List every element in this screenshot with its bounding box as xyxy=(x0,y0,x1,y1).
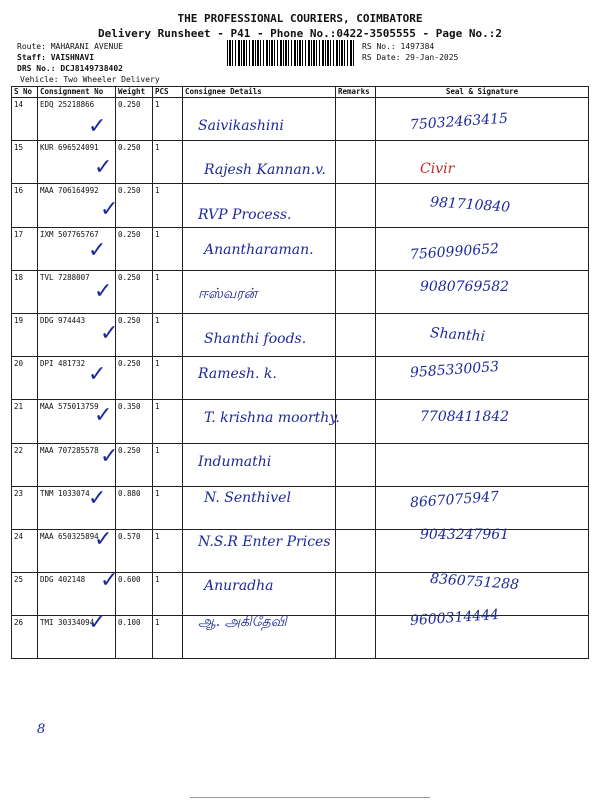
cell-sno: 25 xyxy=(12,573,38,616)
table-header-row xyxy=(12,87,589,98)
cell-pcs: 1 xyxy=(153,616,183,659)
route-label: Route: MAHARANI AVENUE xyxy=(17,42,123,51)
checkmark-icon: ✓ xyxy=(88,361,107,387)
checkmark-icon: ✓ xyxy=(88,609,107,635)
checkmark-icon: ✓ xyxy=(88,485,107,511)
consignee-handwriting: ஆ. அகிதேவி xyxy=(198,613,287,630)
cell-cno: DDG 974443 xyxy=(38,313,116,356)
cell-cno: MAA 650325894 xyxy=(38,529,116,572)
barcode xyxy=(227,40,355,66)
checkmark-icon: ✓ xyxy=(94,155,113,181)
page-subtitle: Delivery Runsheet - P41 - Phone No.:0422-3505555 - Page No.:2 xyxy=(98,27,502,40)
checkmark-icon: ✓ xyxy=(94,279,113,305)
footer-rule xyxy=(190,797,430,798)
cell-pcs: 1 xyxy=(153,400,183,443)
cell-sno: 26 xyxy=(12,616,38,659)
cell-weight: 0.350 xyxy=(116,400,153,443)
col-sno: S No xyxy=(12,87,38,98)
remarks-cell xyxy=(336,443,376,486)
cell-weight: 0.250 xyxy=(116,357,153,400)
consignee-handwriting: N. Senthivel xyxy=(204,489,291,506)
remarks-cell xyxy=(336,184,376,227)
remarks-cell xyxy=(336,270,376,313)
signature-handwriting: 8360751288 xyxy=(429,571,520,594)
cell-cno: TVL 7288007 xyxy=(38,270,116,313)
remarks-cell xyxy=(336,98,376,141)
cell-sno: 16 xyxy=(12,184,38,227)
table-row xyxy=(12,443,589,486)
cell-weight: 0.250 xyxy=(116,184,153,227)
signature-handwriting: 981710840 xyxy=(429,193,511,216)
consignee-handwriting: ஈஸ்வரன் xyxy=(198,286,258,303)
col-consignment: Consignment No xyxy=(38,87,116,98)
signature-handwriting: 7560990652 xyxy=(409,240,500,263)
cell-cno: EDQ 25218866 xyxy=(38,98,116,141)
cell-weight: 0.250 xyxy=(116,443,153,486)
signature-handwriting: 9080769582 xyxy=(420,279,510,296)
cell-weight: 0.250 xyxy=(116,227,153,270)
cell-weight: 0.100 xyxy=(116,616,153,659)
consignee-handwriting: Saivikashini xyxy=(198,118,284,134)
cell-weight: 0.250 xyxy=(116,141,153,184)
remarks-cell xyxy=(336,357,376,400)
remarks-cell xyxy=(336,529,376,572)
cell-pcs: 1 xyxy=(153,573,183,616)
cell-weight: 0.250 xyxy=(116,270,153,313)
cell-sno: 23 xyxy=(12,486,38,529)
cell-pcs: 1 xyxy=(153,357,183,400)
remarks-cell xyxy=(336,141,376,184)
consignee-handwriting: Indumathi xyxy=(198,454,272,471)
remarks-cell xyxy=(336,616,376,659)
checkmark-icon: ✓ xyxy=(100,320,119,346)
cell-weight: 0.570 xyxy=(116,529,153,572)
cell-pcs: 1 xyxy=(153,98,183,141)
cell-cno: MAA 706164992 xyxy=(38,184,116,227)
signature-handwriting: 7708411842 xyxy=(420,409,510,426)
remarks-cell xyxy=(336,486,376,529)
cell-sno: 19 xyxy=(12,313,38,356)
rs-date: RS Date: 29-Jan-2025 xyxy=(362,53,459,62)
cell-cno: KUR 696524091 xyxy=(38,141,116,184)
col-consignee: Consignee Details xyxy=(183,87,336,98)
staff-label: Staff: VAISHNAVI xyxy=(17,53,95,62)
consignee-handwriting: Anuradha xyxy=(204,578,274,595)
remarks-cell xyxy=(336,400,376,443)
checkmark-icon: ✓ xyxy=(100,444,119,470)
signature-cell xyxy=(376,443,589,486)
signature-handwriting: 9043247961 xyxy=(420,527,510,543)
cell-pcs: 1 xyxy=(153,486,183,529)
signature-handwriting: Shanthi xyxy=(429,324,486,345)
vehicle-label: Vehicle: Two Wheeler Delivery xyxy=(20,75,160,84)
cell-sno: 14 xyxy=(12,98,38,141)
cell-pcs: 1 xyxy=(153,184,183,227)
cell-sno: 24 xyxy=(12,529,38,572)
cell-weight: 0.600 xyxy=(116,573,153,616)
remarks-cell xyxy=(336,313,376,356)
cell-cno: MAA 707285578 xyxy=(38,443,116,486)
col-weight: Weight xyxy=(116,87,153,98)
signature-handwriting: 75032463415 xyxy=(409,110,509,134)
page-mark: 8 xyxy=(37,722,46,737)
consignee-handwriting: Rajesh Kannan.v. xyxy=(204,162,326,179)
cell-pcs: 1 xyxy=(153,313,183,356)
checkmark-icon: ✓ xyxy=(100,568,119,594)
signature-handwriting: Civir xyxy=(420,161,455,178)
cell-weight: 0.250 xyxy=(116,313,153,356)
cell-weight: 0.250 xyxy=(116,98,153,141)
checkmark-icon: ✓ xyxy=(88,114,107,139)
consignee-handwriting: Ramesh. k. xyxy=(198,365,277,382)
cell-cno: DPI 481732 xyxy=(38,357,116,400)
cell-sno: 15 xyxy=(12,141,38,184)
remarks-cell xyxy=(336,573,376,616)
consignee-handwriting: Shanthi foods. xyxy=(204,330,307,347)
consignee-handwriting: RVP Process. xyxy=(198,206,292,223)
cell-cno: TNM 1033074 xyxy=(38,486,116,529)
cell-weight: 0.880 xyxy=(116,486,153,529)
checkmark-icon: ✓ xyxy=(88,237,107,263)
cell-pcs: 1 xyxy=(153,270,183,313)
signature-cell xyxy=(376,141,589,184)
cell-pcs: 1 xyxy=(153,227,183,270)
cell-cno: DDG 402148 xyxy=(38,573,116,616)
cell-sno: 21 xyxy=(12,400,38,443)
cell-sno: 17 xyxy=(12,227,38,270)
signature-handwriting: 8667075947 xyxy=(409,488,500,511)
cell-pcs: 1 xyxy=(153,141,183,184)
page-title: THE PROFESSIONAL COURIERS, COIMBATORE xyxy=(177,12,423,25)
drs-label: DRS No.: DCJ8149738402 xyxy=(17,64,123,73)
consignee-handwriting: Anantharaman. xyxy=(204,241,314,258)
cell-pcs: 1 xyxy=(153,443,183,486)
cell-cno: IXM 507765767 xyxy=(38,227,116,270)
cell-sno: 18 xyxy=(12,270,38,313)
col-pcs: PCS xyxy=(153,87,183,98)
cell-sno: 22 xyxy=(12,443,38,486)
cell-sno: 20 xyxy=(12,357,38,400)
consignee-handwriting: T. krishna moorthy. xyxy=(204,410,340,427)
consignee-handwriting: N.S.R Enter Prices xyxy=(198,534,331,550)
remarks-cell xyxy=(336,227,376,270)
cell-cno: TMI 30334094 xyxy=(38,616,116,659)
col-signature: Seal & Signature xyxy=(376,87,589,98)
signature-handwriting: 9585330053 xyxy=(409,358,500,381)
checkmark-icon: ✓ xyxy=(94,527,113,552)
col-remarks: Remarks xyxy=(336,87,376,98)
rs-number: RS No.: 1497384 xyxy=(362,42,435,51)
cell-pcs: 1 xyxy=(153,529,183,572)
cell-cno: MAA 575013759 xyxy=(38,400,116,443)
checkmark-icon: ✓ xyxy=(100,196,119,222)
signature-handwriting: 9600314444 xyxy=(409,606,500,629)
checkmark-icon: ✓ xyxy=(94,403,113,429)
